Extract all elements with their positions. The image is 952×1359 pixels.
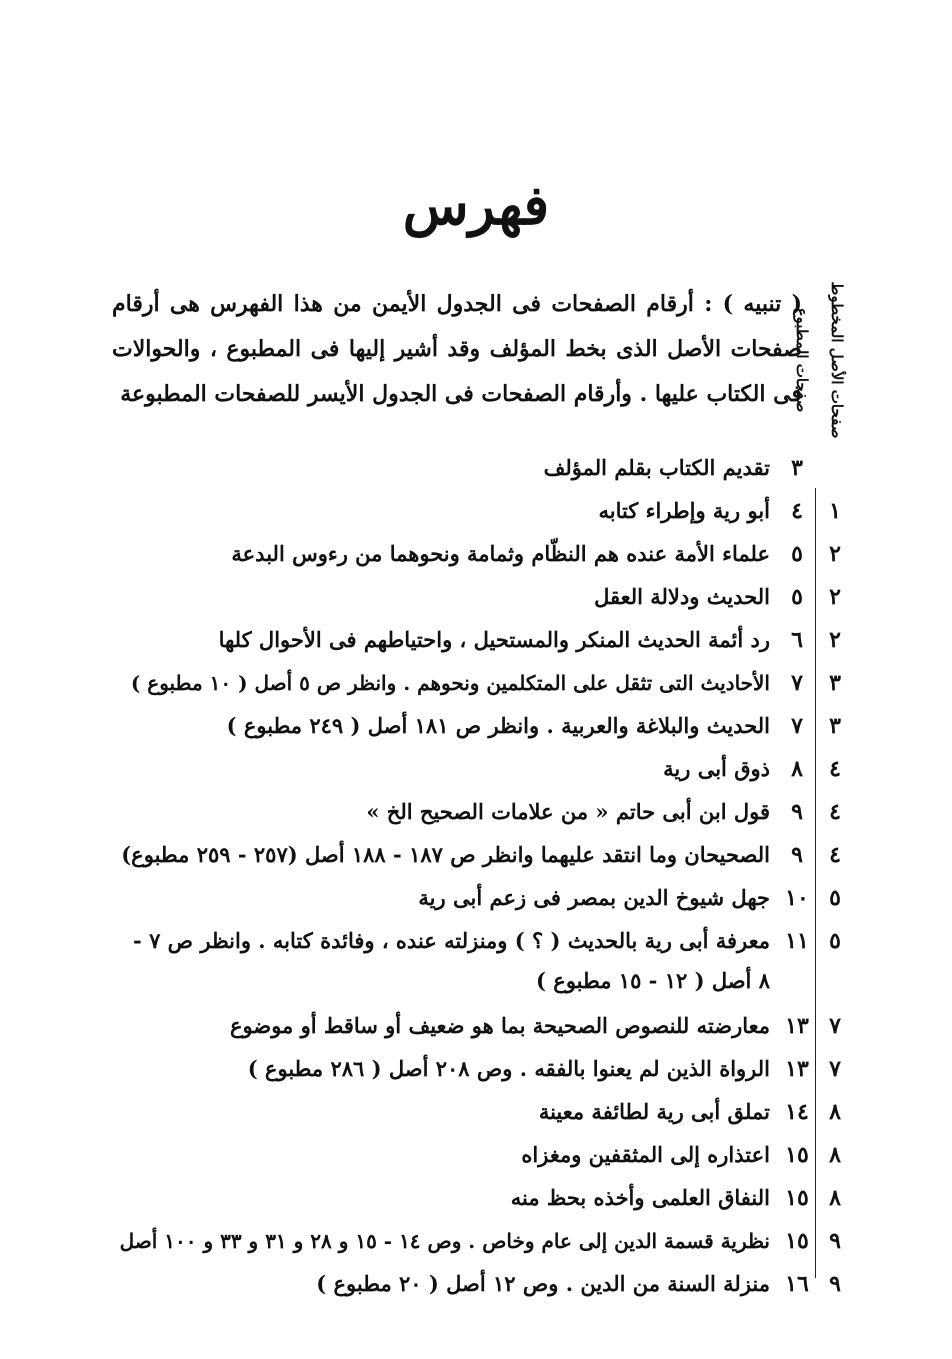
original-page-number: ٩ <box>829 1271 841 1297</box>
printed-page-number: ٨ <box>791 756 803 782</box>
toc-entry-text: الحديث والبلاغة والعربية . وانظر ص ١٨١ أصل ( ٢٤٩ مطبوع ) <box>226 713 770 738</box>
toc-entry-text: معارضته للنصوص الصحيحة بما هو ضعيف أو ساقط أو موضوع <box>229 1013 770 1038</box>
toc-entry-text: ذوق أبى رية <box>663 756 770 781</box>
printed-page-number: ٦ <box>791 627 803 653</box>
column-header-original-pages <box>820 270 854 450</box>
toc-row <box>0 1178 952 1220</box>
printed-page-number: ٧ <box>791 713 803 739</box>
printed-page-number: ١٤ <box>785 1099 809 1125</box>
toc-entry-text: النفاق العلمى وأخذه بحظ منه <box>510 1185 770 1210</box>
toc-entry-text: تقديم الكتاب بقلم المؤلف <box>543 455 770 480</box>
original-page-number: ٥ <box>829 885 841 911</box>
toc-entry-text: أبو رية وإطراء كتابه <box>598 498 770 523</box>
original-page-number: ١ <box>829 498 841 524</box>
toc-entry-text: الأحاديث التى تثقل على المتكلمين ونحوهم . وانظر ص ٥ أصل ( ١٠ مطبوع ) <box>130 671 770 695</box>
page-title: فهرس <box>402 173 550 237</box>
printed-page-number: ٩ <box>791 799 803 825</box>
toc-row <box>0 663 952 705</box>
printed-page-number: ١٥ <box>785 1228 809 1254</box>
toc-row <box>0 491 952 533</box>
original-page-number: ٨ <box>829 1185 841 1211</box>
toc-row <box>0 448 952 490</box>
original-page-number: ٤ <box>829 842 841 868</box>
toc-entry-text: الحديث ودلالة العقل <box>594 584 770 609</box>
original-page-number: ٧ <box>829 1056 841 1082</box>
toc-row <box>0 1135 952 1177</box>
original-page-number: ٤ <box>829 756 841 782</box>
original-page-number: ٢ <box>829 584 841 610</box>
toc-row <box>0 620 952 662</box>
printed-page-number: ١٦ <box>785 1271 809 1297</box>
toc-row <box>0 1006 952 1048</box>
toc-entry-text: جهل شيوخ الدين بمصر فى زعم أبى رية <box>418 885 770 910</box>
toc-entry-text: نظرية قسمة الدين إلى عام وخاص . وص ١٤ - ١٥ و ٢٨ و ٣١ و ٣٣ و ١٠٠ أصل <box>119 1229 770 1253</box>
notice-paragraph: ( تنبيه ) : أرقام الصفحات فى الجدول الأيمن من هذا الفهرس هى أرقام صفحات الأصل الذى بخط المؤلف وقد أشير إليها فى المطبوع ، والحوالات فى الكتاب عليها . وأرقام الصفحات فى الجدول الأيسر للصفحات المطبوعة <box>112 291 802 407</box>
printed-page-number: ١٥ <box>785 1142 809 1168</box>
original-page-number: ٢ <box>829 541 841 567</box>
toc-row <box>0 1264 952 1306</box>
toc-entry-text: معرفة أبى رية بالحديث ( ؟ ) ومنزلته عنده ، وفائدة كتابه . وانظر ص ٧ - ٨ أصل ( ١٢ - ١٥ مطبوع ) <box>133 928 770 993</box>
toc-row <box>0 577 952 619</box>
original-page-number: ٩ <box>829 1228 841 1254</box>
original-page-number: ٥ <box>829 928 841 954</box>
column-header-original-label: صفحات الأصل المخطوط <box>828 281 846 439</box>
printed-page-number: ٣ <box>791 455 803 481</box>
printed-page-number: ٥ <box>791 541 803 567</box>
printed-page-number: ١٣ <box>785 1056 809 1082</box>
toc-entry-text: منزلة السنة من الدين . وص ١٢ أصل ( ٢٠ مطبوع ) <box>316 1271 770 1296</box>
toc-row <box>0 1049 952 1091</box>
original-page-number: ٣ <box>829 670 841 696</box>
toc-row <box>0 1092 952 1134</box>
printed-page-number: ١٣ <box>785 1013 809 1039</box>
printed-page-number: ١٥ <box>785 1185 809 1211</box>
original-page-number: ٣ <box>829 713 841 739</box>
toc-entry-text: علماء الأمة عنده هم النظّام وثمامة ونحوهما من رءوس البدعة <box>231 541 770 566</box>
toc-entry-text: تملق أبى رية لطائفة معينة <box>538 1099 770 1124</box>
original-page-number: ٨ <box>829 1142 841 1168</box>
toc-entry-text: رد أئمة الحديث المنكر والمستحيل ، واحتياطهم فى الأحوال كلها <box>218 627 770 652</box>
original-page-number: ٧ <box>829 1013 841 1039</box>
original-page-number: ٢ <box>829 627 841 653</box>
toc-row <box>0 835 952 877</box>
printed-page-number: ٤ <box>791 498 803 524</box>
printed-page-number: ٧ <box>791 670 803 696</box>
toc-row <box>0 921 952 1005</box>
printed-page-number: ٥ <box>791 584 803 610</box>
toc-row <box>0 534 952 576</box>
printed-page-number: ١٠ <box>785 885 809 911</box>
toc-entry-text: قول ابن أبى حاتم « من علامات الصحيح الخ » <box>366 799 770 824</box>
toc-entry-text: الرواة الذين لم يعنوا بالفقه . وص ٢٠٨ أصل ( ٢٨٦ مطبوع ) <box>247 1056 770 1081</box>
toc-row <box>0 878 952 920</box>
original-page-number: ٨ <box>829 1099 841 1125</box>
original-page-number: ٤ <box>829 799 841 825</box>
toc-row <box>0 706 952 748</box>
table-of-contents <box>0 448 952 1297</box>
toc-row <box>0 1221 952 1263</box>
toc-row <box>0 792 952 834</box>
toc-entry-text: اعتذاره إلى المثقفين ومغزاه <box>521 1142 770 1167</box>
column-header-printed-label: صفحات المطبوع <box>793 307 811 413</box>
printed-page-number: ١١ <box>785 928 809 954</box>
printed-page-number: ٩ <box>791 842 803 868</box>
toc-row <box>0 749 952 791</box>
toc-entry-text: الصحيحان وما انتقد عليهما وانظر ص ١٨٧ - ١٨٨ أصل (٢٥٧ - ٢٥٩ مطبوع) <box>121 842 770 867</box>
